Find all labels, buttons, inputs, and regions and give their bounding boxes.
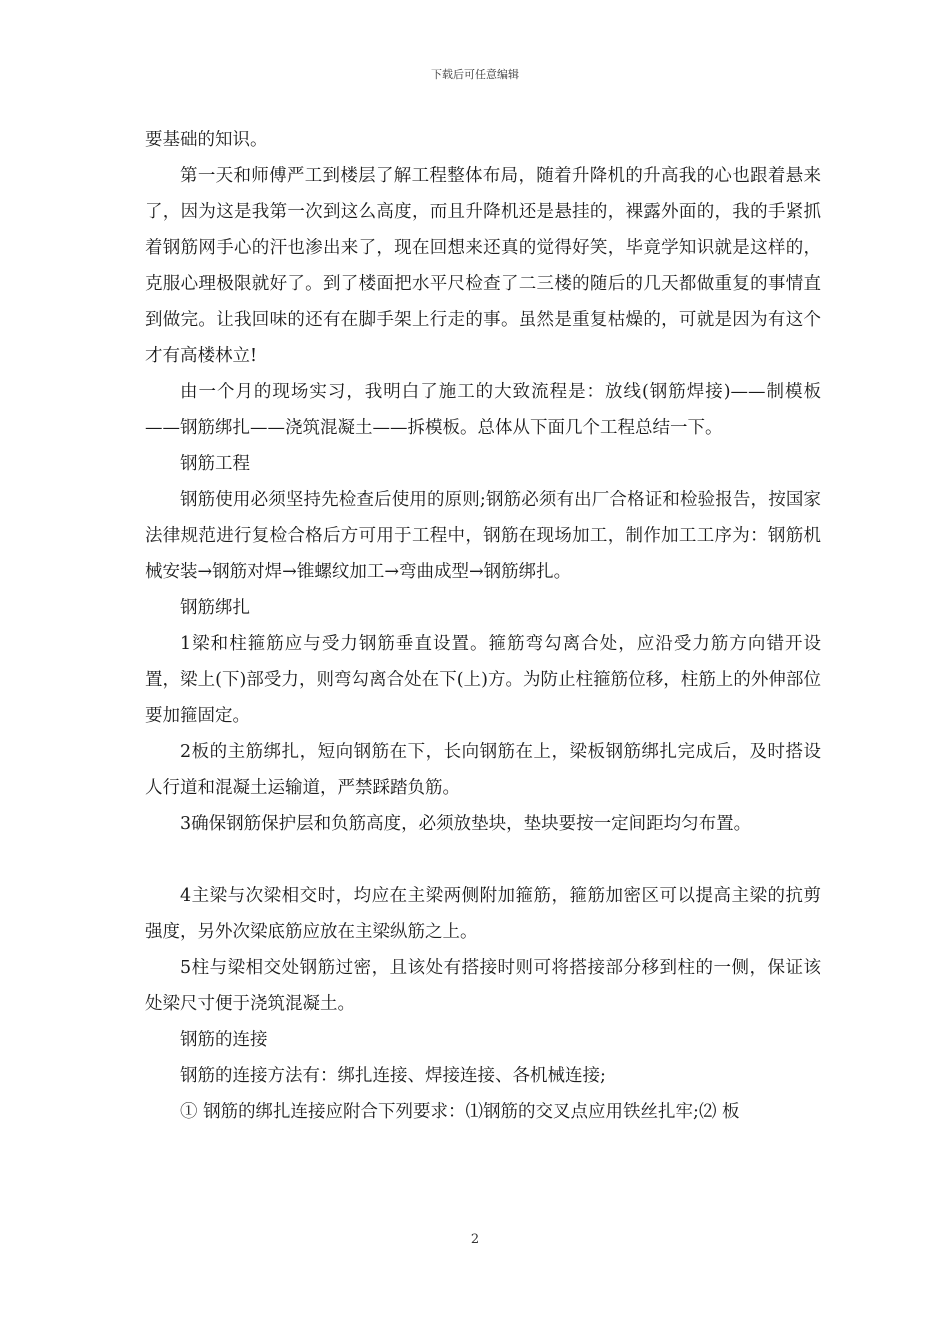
section-heading-rebar-connection: 钢筋的连接 [180,1030,268,1050]
list-item-1: 1梁和柱箍筋应与受力钢筋垂直设置。箍筋弯勾离合处，应沿受力筋方向错开设置，梁上(下)部受力，则弯勾离合处在下(上)方。为防止柱箍筋位移，柱筋上的外伸部位要加箍固定。 [145,634,821,726]
list-item-2: 2板的主筋绑扎，短向钢筋在下，长向钢筋在上，梁板钢筋绑扎完成后，及时搭设人行道和混凝土运输道，严禁踩踏负筋。 [145,742,821,798]
paragraph-connection-methods: 钢筋的连接方法有：绑扎连接、焊接连接、各机械连接; [180,1066,606,1086]
document-body [145,122,821,1130]
section-heading-rebar-binding: 钢筋绑扎 [180,598,250,618]
paragraph-construction-flow: 由一个月的现场实习，我明白了施工的大致流程是：放线(钢筋焊接)——制模板——钢筋绑扎——浇筑混凝土——拆模板。总体从下面几个工程总结一下。 [145,382,821,438]
paragraph-first-day: 第一天和师傅严工到楼层了解工程整体布局，随着升降机的升高我的心也跟着悬来了，因为这是我第一次到这么高度，而且升降机还是悬挂的，裸露外面的，我的手紧抓着钢筋网手心的汗也渗出来了，现在回想来还真的觉得好笑，毕竟学知识就是这样的，克服心理极限就好了。到了楼面把水平尺检查了二三楼的随后的几天都做重复的事情直到做完。让我回味的还有在脚手架上行走的事。虽然是重复枯燥的，可就是因为有这个才有高楼林立! [145,166,821,366]
page-number: 2 [470,1232,480,1247]
paragraph-binding-requirements: ① 钢筋的绑扎连接应附合下列要求：⑴钢筋的交叉点应用铁丝扎牢;⑵ 板 [180,1102,740,1122]
paragraph-continuation: 要基础的知识。 [145,130,268,150]
blank-line [145,842,821,878]
list-item-3: 3确保钢筋保护层和负筋高度，必须放垫块，垫块要按一定间距均匀布置。 [180,814,752,834]
section-heading-rebar-engineering: 钢筋工程 [180,454,250,474]
paragraph-rebar-usage: 钢筋使用必须坚持先检查后使用的原则;钢筋必须有出厂合格证和检验报告，按国家法律规范进行复检合格后方可用于工程中，钢筋在现场加工，制作加工工序为：钢筋机械安装→钢筋对焊→锥螺纹加工→弯曲成型→钢筋绑扎。 [145,490,821,582]
list-item-4: 4主梁与次梁相交时，均应在主梁两侧附加箍筋，箍筋加密区可以提高主梁的抗剪强度，另外次梁底筋应放在主梁纵筋之上。 [145,886,821,942]
list-item-5: 5柱与梁相交处钢筋过密，且该处有搭接时则可将搭接部分移到柱的一侧，保证该处梁尺寸便于浇筑混凝土。 [145,958,821,1014]
page-header: 下载后可任意编辑 [431,68,519,81]
